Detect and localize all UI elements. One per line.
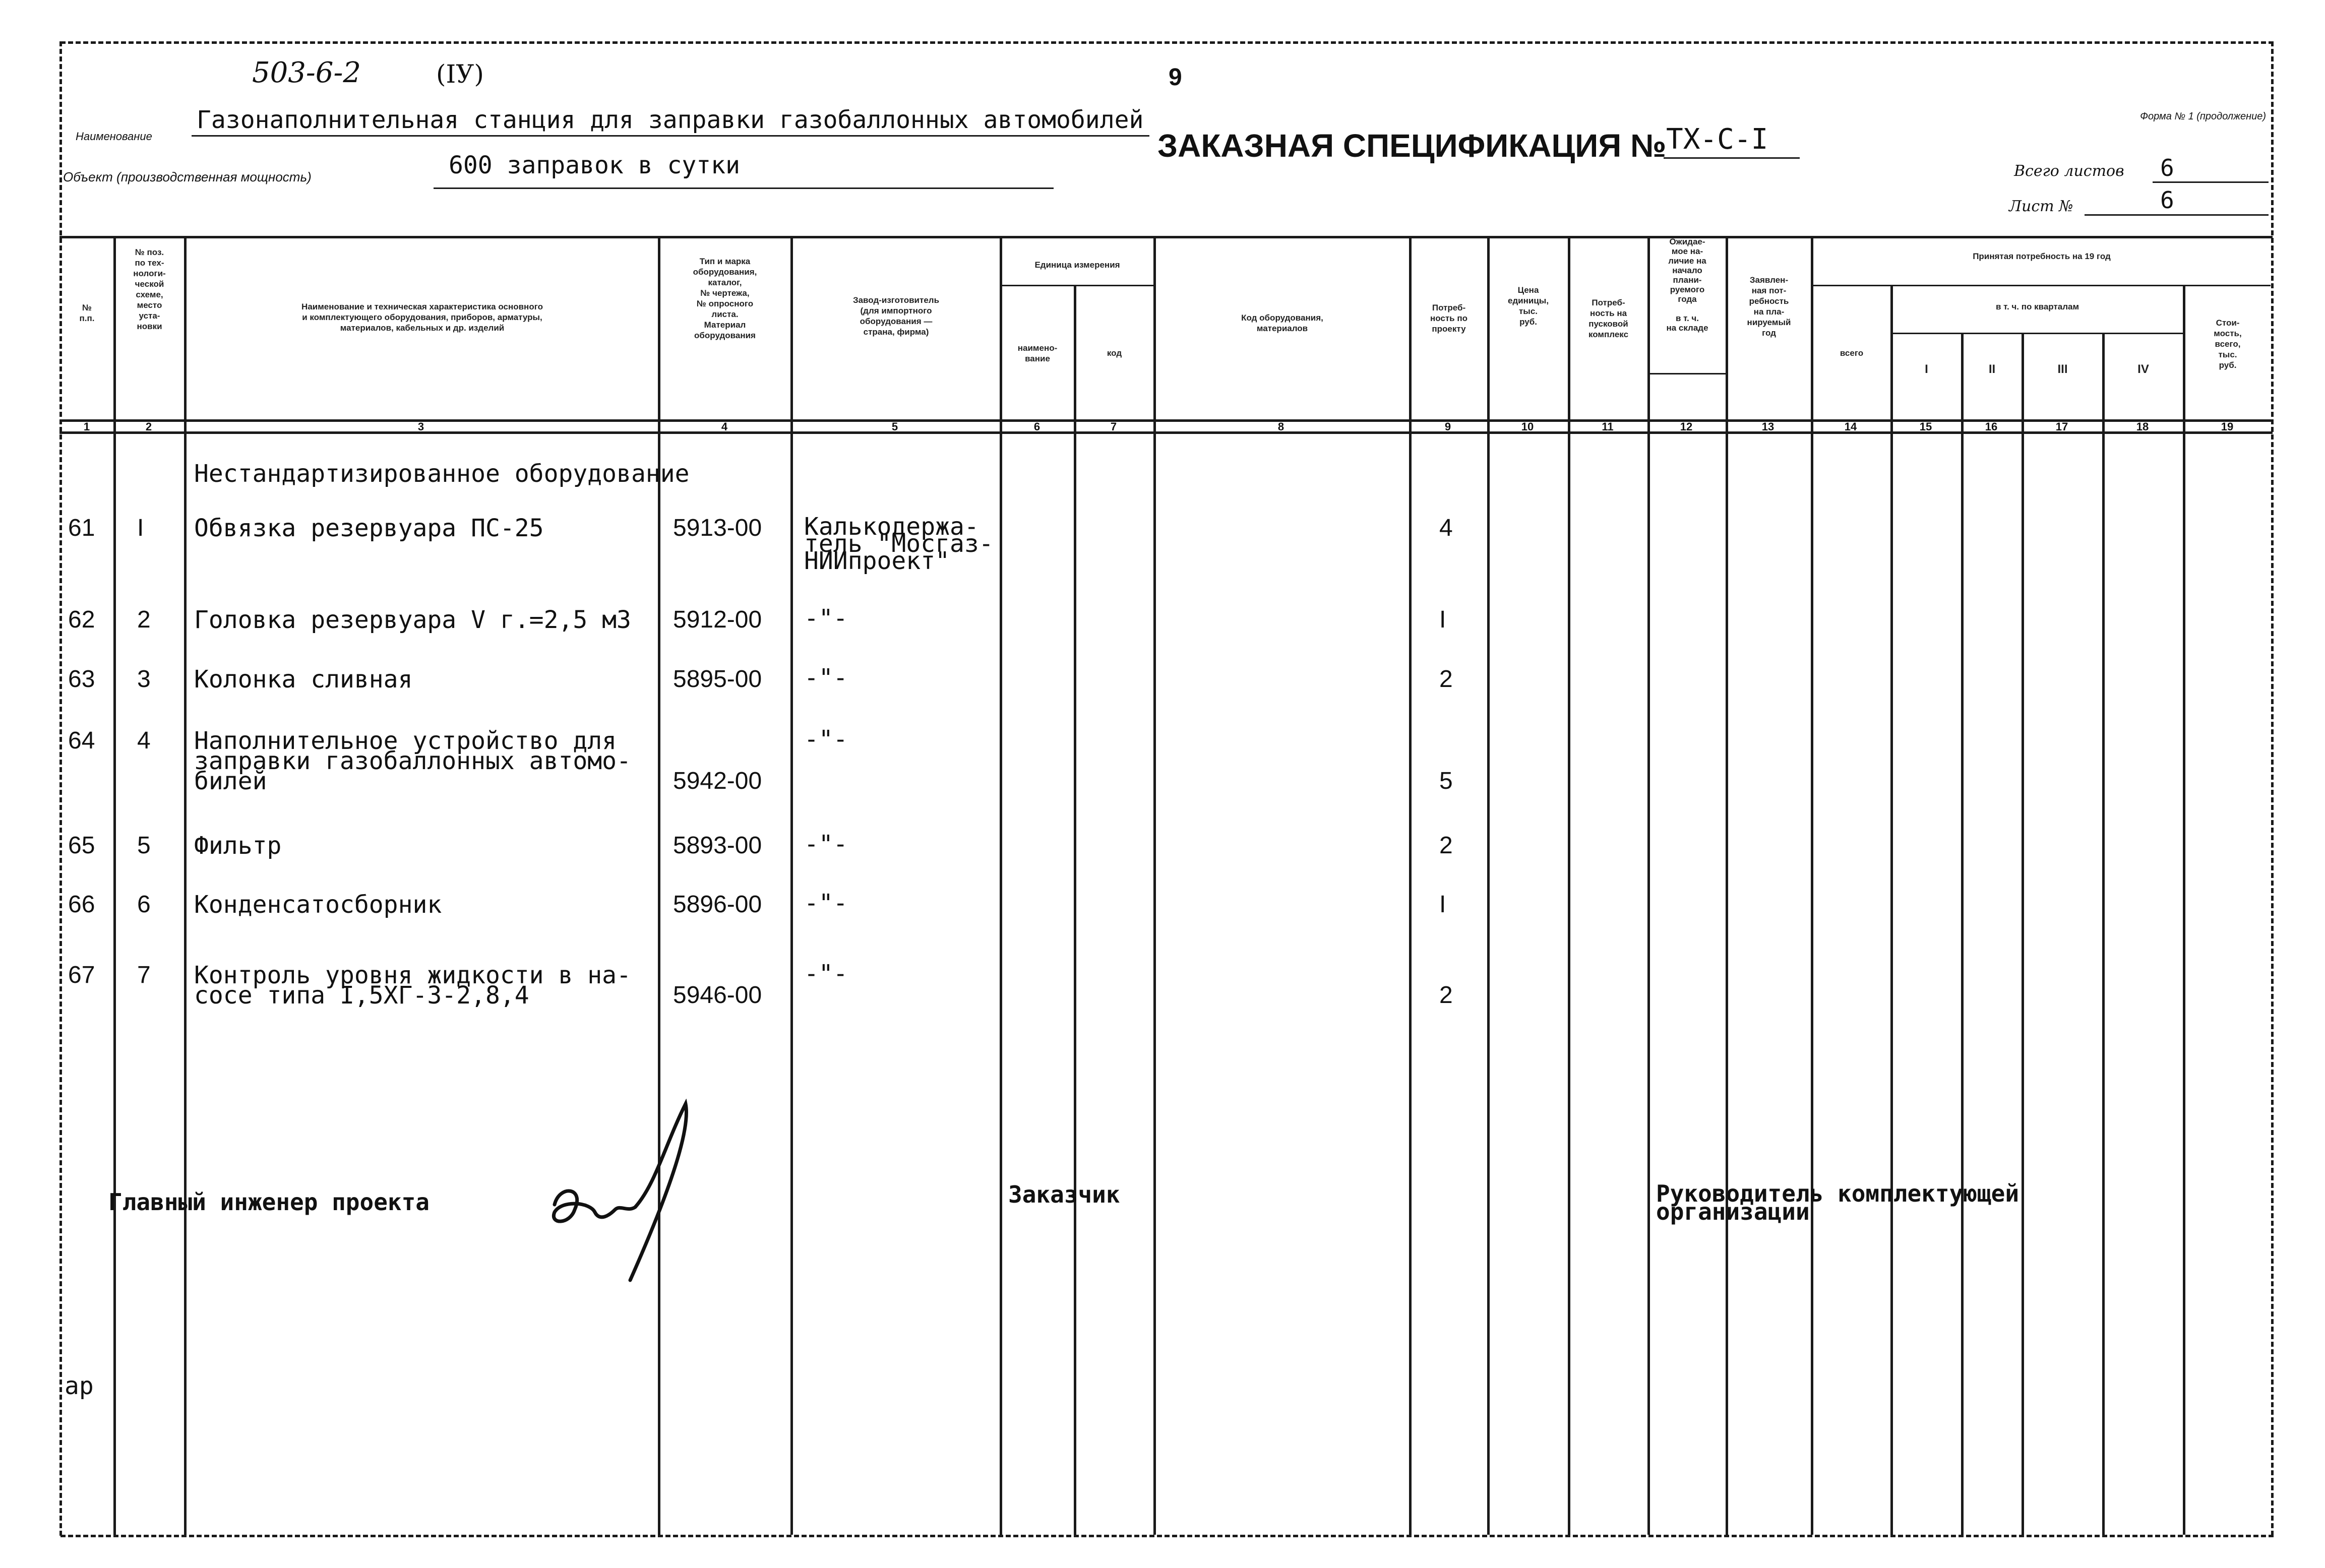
col-border-1	[113, 236, 116, 1535]
column-number-17: 17	[2055, 420, 2068, 433]
row-number: 62	[68, 606, 95, 633]
row-manufacturer: -"-	[804, 960, 848, 988]
row-number: 65	[68, 832, 95, 859]
form-label: Форма № 1 (продолжение)	[2140, 111, 2266, 122]
row-number: 64	[68, 727, 95, 754]
header-quarter-1: I	[1925, 362, 1928, 376]
col-border-2	[184, 236, 187, 1535]
col-border-3	[658, 236, 660, 1535]
column-number-3: 3	[417, 420, 424, 433]
spec-number: ТХ-С-I	[1666, 123, 1768, 156]
frame-top	[60, 41, 2274, 44]
header-startup-need: Потреб- ность на пусковой комплекс	[1588, 298, 1629, 339]
column-number-13: 13	[1761, 420, 1775, 433]
row-item-name: Наполнительное устройство для заправки газобаллонных автомо- билей	[194, 727, 631, 795]
header-total: всего	[1840, 348, 1864, 358]
sheet-underline	[2085, 214, 2269, 216]
frame-left	[59, 41, 62, 1536]
column-number-6: 6	[1033, 420, 1041, 433]
header-quarter-4: IV	[2137, 362, 2149, 376]
total-sheets-underline	[2153, 181, 2269, 183]
spec-title: ЗАКАЗНАЯ СПЕЦИФИКАЦИЯ №	[1157, 128, 1667, 164]
capacity-label: Объект (производственная мощность)	[63, 169, 312, 184]
col-border-13	[1811, 236, 1813, 1535]
header-unit-name: наимено- вание	[1017, 343, 1058, 363]
row-position: 3	[137, 666, 151, 693]
row-manufacturer: -"-	[804, 889, 848, 917]
header-manufacturer: Завод-изготовитель (для импортного оборудования — страна, фирма)	[852, 295, 940, 337]
header-accepted-need: Принятая потребность на 19 год	[1973, 252, 2111, 261]
col-border-14	[1890, 285, 1893, 1535]
col-border-16	[2022, 333, 2024, 1535]
column-number-19: 19	[2221, 420, 2234, 433]
need-group-line	[1811, 285, 2271, 286]
column-number-1: 1	[83, 420, 90, 433]
row-project-quantity: 2	[1439, 832, 1453, 859]
row-manufacturer: -"-	[804, 604, 848, 633]
header-cost: Стои- мость, всего, тыс. руб.	[2214, 318, 2242, 370]
row-manufacturer: -"-	[804, 664, 848, 692]
row-number: 63	[68, 666, 95, 693]
col-border-18	[2183, 285, 2185, 1535]
signature-mark	[539, 1099, 706, 1285]
row-number: 61	[68, 515, 95, 541]
row-type-brand: 5946-00	[673, 982, 762, 1009]
row-position: 5	[137, 832, 151, 859]
row-type-brand: 5893-00	[673, 832, 762, 859]
row-item-name: Конденсатосборник	[194, 891, 442, 919]
row-type-brand: 5942-00	[673, 768, 762, 794]
header-unit-code: код	[1107, 348, 1122, 358]
column-number-7: 7	[1110, 420, 1117, 433]
column-number-16: 16	[1985, 420, 1998, 433]
header-type-brand: Тип и марка оборудования, каталог, № чертежа, № опросного листа. Материал оборудования	[693, 257, 757, 340]
header-declared-need: Заявлен- ная пот- ребность на пла- нируемый год	[1747, 275, 1791, 338]
row-item-name: Обвязка резервуара ПС-25	[194, 514, 544, 542]
col-border-17	[2102, 333, 2105, 1535]
row-manufacturer: -"-	[804, 830, 848, 858]
header-project-need: Потреб- ность по проекту	[1430, 303, 1468, 334]
col-border-10	[1568, 236, 1570, 1535]
row-position: 2	[137, 606, 151, 633]
row-manufacturer: -"-	[804, 725, 848, 754]
row-item-name: Контроль уровня жидкости в на- сосе типа I,5ХГ-3-2,8,4	[194, 961, 631, 1010]
row-position: 4	[137, 727, 151, 754]
header-quarter-3: III	[2057, 362, 2068, 376]
row-project-quantity: 2	[1439, 982, 1453, 1009]
quarter-group-line	[1890, 333, 2183, 334]
sheet-value: 6	[2160, 186, 2174, 214]
title-underline	[192, 135, 1149, 137]
doc-code: 503-6-2	[252, 56, 361, 89]
row-project-quantity: 4	[1439, 515, 1453, 541]
row-type-brand: 5896-00	[673, 891, 762, 918]
title-label: Наименование	[76, 130, 152, 143]
row-manufacturer: Калькодержа- тель "Мосгаз- НИИпроект"	[804, 513, 994, 575]
col-border-8	[1409, 236, 1412, 1535]
row-item-name: Колонка сливная	[194, 665, 413, 694]
c12-split-line	[1647, 373, 1726, 374]
header-unit-of-measure: Единица измерения	[1034, 260, 1120, 270]
page-number: 9	[1169, 64, 1182, 91]
row-number: 67	[68, 962, 95, 988]
chief-engineer-label: Главный инженер проекта	[108, 1188, 430, 1216]
column-number-18: 18	[2136, 420, 2149, 433]
column-number-8: 8	[1277, 420, 1284, 433]
column-number-12: 12	[1680, 420, 1693, 433]
frame-bottom	[60, 1535, 2274, 1537]
header-unit-price: Цена единицы, тыс. руб.	[1507, 285, 1549, 327]
row-project-quantity: 5	[1439, 768, 1453, 794]
row-type-brand: 5912-00	[673, 606, 762, 633]
customer-label: Заказчик	[1008, 1181, 1120, 1208]
header-quarter-2: II	[1988, 362, 1996, 376]
header-equipment-code: Код оборудования, материалов	[1241, 313, 1323, 333]
row-type-brand: 5895-00	[673, 666, 762, 693]
col-border-11	[1647, 236, 1650, 1535]
table-top-border	[59, 236, 2273, 238]
header-expected-stock: Ожидае- мое на- личие на начало плани- руемого года в т. ч. на складе	[1666, 237, 1708, 333]
header-name-and-spec: Наименование и техническая характеристика основного и комплектующего оборудования, приборов, арматуры, материалов, кабельных и др. изделий	[301, 302, 543, 333]
spec-number-underline	[1664, 157, 1800, 159]
column-number-10: 10	[1521, 420, 1534, 433]
volume-label: (IУ)	[436, 59, 484, 89]
column-number-14: 14	[1844, 420, 1857, 433]
row-position: 6	[137, 891, 151, 918]
row-item-name: Фильтр	[194, 832, 282, 860]
total-sheets-label: Всего листов	[2014, 162, 2124, 180]
capacity-underline	[434, 187, 1054, 189]
row-number: 66	[68, 891, 95, 918]
row-position: I	[137, 515, 144, 541]
col-border-4	[790, 236, 793, 1535]
column-number-11: 11	[1602, 420, 1614, 433]
total-sheets-value: 6	[2160, 154, 2174, 181]
row-item-name: Головка резервуара V г.=2,5 м3	[194, 606, 631, 634]
col-border-6	[1074, 285, 1076, 1535]
header-position: № поз. по тех- нологи- ческой схеме, место уста- новки	[133, 247, 166, 331]
header-row-number: № п.п.	[79, 303, 95, 323]
col-border-15	[1961, 333, 1964, 1535]
column-number-15: 15	[1919, 420, 1932, 433]
row-project-quantity: 2	[1439, 666, 1453, 693]
frame-right	[2271, 41, 2274, 1536]
column-number-4: 4	[721, 420, 728, 433]
unit-group-line	[1000, 285, 1153, 286]
sheet-label: Лист №	[2009, 198, 2073, 215]
row-position: 7	[137, 962, 151, 988]
column-number-9: 9	[1444, 420, 1451, 433]
object-title: Газонаполнительная станция для заправки газобаллонных автомобилей	[197, 106, 1144, 134]
column-number-5: 5	[891, 420, 898, 433]
column-number-2: 2	[145, 420, 152, 433]
section-title: Нестандартизированное оборудование	[194, 460, 690, 488]
row-type-brand: 5913-00	[673, 515, 762, 541]
capacity-value: 600 заправок в сутки	[449, 151, 740, 179]
header-by-quarters: в т. ч. по кварталам	[1995, 302, 2079, 311]
col-border-12	[1726, 236, 1728, 1535]
col-border-5	[1000, 236, 1002, 1535]
col-border-7	[1153, 236, 1156, 1535]
row-project-quantity: I	[1439, 606, 1446, 633]
margin-note: ар	[65, 1372, 94, 1400]
supplier-head-label: Руководитель комплектующей организации	[1656, 1180, 2020, 1225]
row-project-quantity: I	[1439, 891, 1446, 918]
col-border-9	[1487, 236, 1490, 1535]
